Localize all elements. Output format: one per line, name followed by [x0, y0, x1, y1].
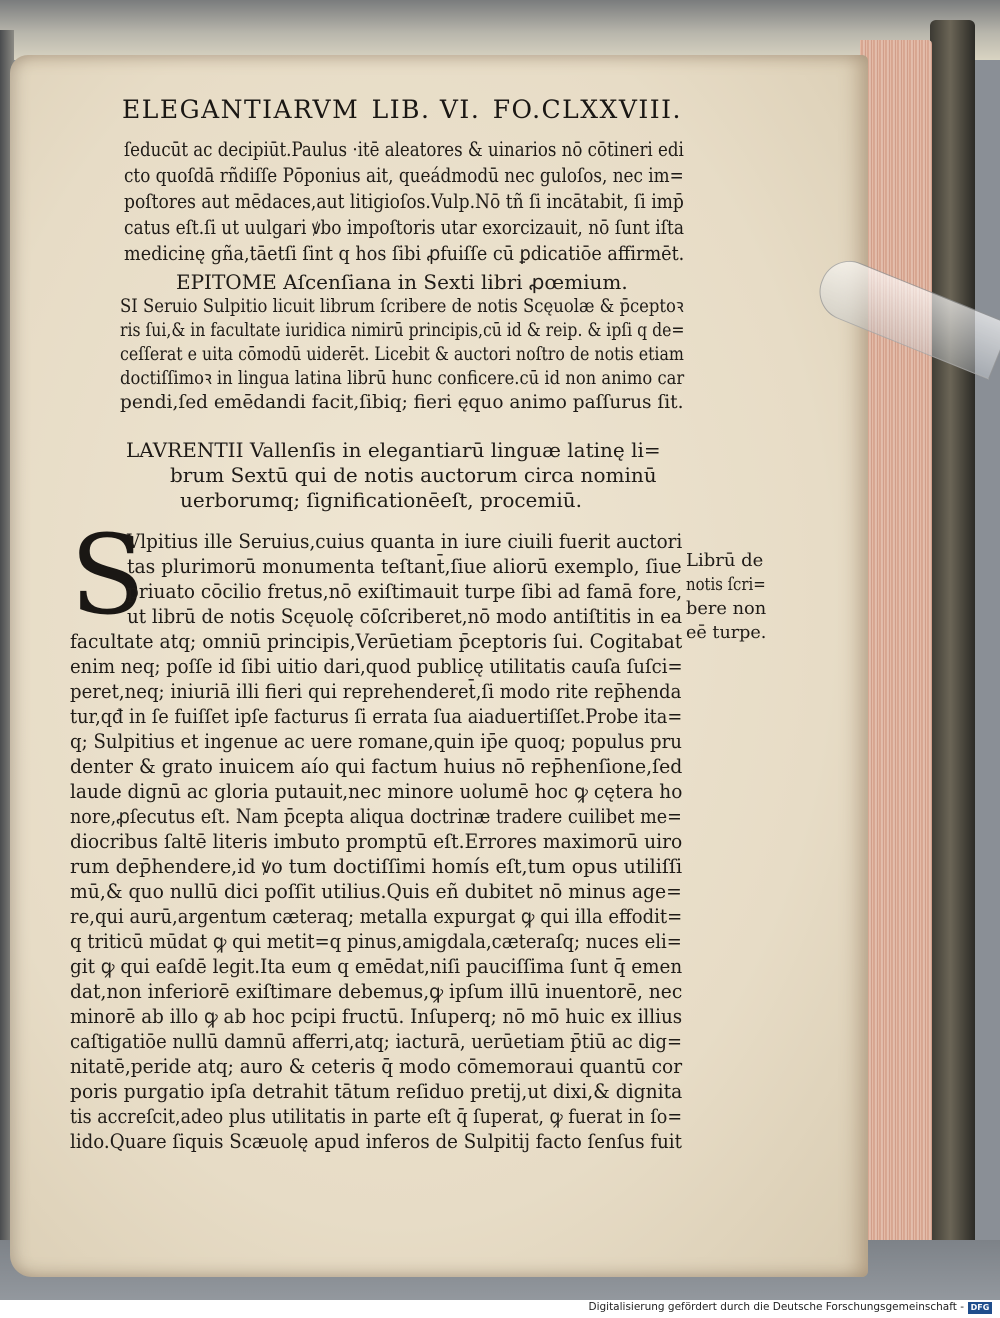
epitome-line: doctiſſimoꝛ in lingua latina librū hunc conficere.cū id non animo car	[120, 368, 685, 389]
text-line: priuato cōcilio fretus,nō exiſtimauit turpe ſibi ad famā fore,	[127, 580, 683, 603]
text-line: q; Sulpitius et ingenue ac uere romane,quin ip̄e quoq; populus pru	[70, 730, 682, 753]
text-line: ſeducūt ac decipiūt.Paulus ·itē aleatores & uinarios nō cōtineri edi	[124, 138, 684, 161]
text-line: lido.Quare ſiquis Scæuolę apud inferos de Sulpitij facto ſenſus fuit	[70, 1130, 682, 1153]
page-edges	[860, 40, 932, 1265]
text-line: catus eſt.ſi ut uulgari ꝟbo impoſtoris utar exorcizauit, nō ſunt iſta	[124, 216, 684, 239]
text-line: git ꝙ qui eaſdē legit.Ita eum q emēdat,niſi pauciſſima ſunt q̄ emen	[70, 955, 683, 978]
text-line: poris purgatio ipſa detrahit tātum reſiduo pretij,ut dixi,& dignita	[70, 1080, 683, 1103]
text-line: medicinę gña,tāetſi ſint q hos ſibi ꝓfuiſſe cū ꝑdicatiōe affirmēt.	[124, 242, 685, 265]
epitome-title: EPITOME Aſcenſiana in Sexti libri ꝓœmium.	[176, 270, 628, 294]
text-line: re,qui aurū,argentum cæteraq; metalla expurgat ꝙ qui illa effodit=	[70, 905, 683, 928]
text-line: enim neq; poſſe id ſibi uitio dari,quod publicę utilitatis cauſa ſuſci=	[70, 655, 683, 678]
marginal-note-line: eē turpe.	[686, 622, 767, 643]
header-folio: FO.CLXXVIII.	[492, 95, 682, 124]
text-line: ut librū de notis Scęuolę cōſcriberet,nō modo antiſtitis in ea	[127, 605, 682, 628]
dfg-logo: DFG	[968, 1302, 992, 1314]
text-line: cto quoſdā rñdiſſe Pōponius ait, queádmodū nec guloſos, nec im=	[124, 164, 684, 187]
footer-credit: Digitalisierung gefördert durch die Deutsche Forschungsgemeinschaft -	[588, 1301, 964, 1313]
epitome-line: ceſſerat e uita cōmodū uiderēt. Licebit & auctori noſtro de notis etiam	[120, 344, 684, 365]
running-header	[122, 95, 682, 124]
text-line: nore,ꝓſecutus eſt. Nam p̄cepta aliqua doctrinæ tradere cuilibet me=	[70, 805, 682, 828]
text-line: laude dignū ac gloria putauit,nec minore uolumē hoc ꝙ cętera ho	[70, 780, 683, 803]
text-line: facultate atq; omniū principis,Verūetiam p̄ceptoris ſui. Cogitabat	[70, 630, 683, 653]
text-line: Vlpitius ille Seruius,cuius quanta in iure ciuili fuerit auctori	[127, 530, 683, 553]
text-line: caſtigatiōe nullū damnū afferri,atq; iacturā, uerūetiam p̄tiū ac dig=	[70, 1030, 682, 1053]
chapter-title-line: LAVRENTII Vallenſis in elegantiarū linguæ latinę li=	[126, 438, 661, 462]
chapter-title-line: uerborumq; ſignificationēeſt, procemiū.	[180, 488, 582, 512]
drop-cap: S	[70, 511, 146, 639]
text-line: dat,non inferiorē exiſtimare debemus,ꝙ ipſum illū inuentorē, nec	[70, 980, 683, 1003]
marginal-note-line: notis ſcri=	[686, 574, 766, 595]
header-book-number: LIB. VI.	[371, 95, 481, 124]
chapter-title-line: brum Sextū qui de notis auctorum circa nominū	[170, 463, 657, 487]
text-line: peret,neq; iniuriā illi fieri qui reprehenderet̄,ſi modo rite rep̄henda	[70, 680, 682, 703]
text-line: rum dep̄hendere,id ꝟo tum doctiſſimi homís eſt,tum opus utiliſſi	[70, 855, 683, 878]
epitome-line: pendi,ſed emēdandi facit,ſibiq; fieri ęquo animo paſſurus ſit.	[120, 392, 684, 413]
text-line: nitatē,peride atq; auro & ceteris q̄ modo cōmemoraui quantū cor	[70, 1055, 683, 1078]
text-line: q triticū mūdat ꝙ qui metit=q pinus,amigdala,cæteraſq; nuces eli=	[70, 930, 682, 953]
text-line: tas plurimorū monumenta teſtant̄,ſiue aliorū exemplo, ſiue	[127, 555, 682, 578]
book-cover-top	[0, 0, 1000, 60]
text-line: minorē ab illo ꝙ ab hoc pcipi fructū. Inſuperq; nō mō huic ex illius	[70, 1005, 683, 1028]
epitome-line: ris ſui,& in facultate iuridica nimirū principis,cū id & reip. & ipſi q de=	[120, 320, 685, 341]
text-line: poſtores aut mēdaces,aut litigioſos.Vulp.Nō tñ ſi incātabit, ſi imp̄	[124, 190, 684, 213]
text-line: tis accreſcit,adeo plus utilitatis in parte eſt q̄ ſuperat, ꝙ fuerat in ſo=	[70, 1105, 683, 1128]
text-line: denter & grato inuicem aío qui factum huius nō rep̄henſione,ſed	[70, 755, 683, 778]
marginal-note-line: Librū de	[686, 550, 764, 571]
text-line: tur,qđ in ſe fuiſſet ipſe facturus ſi errata ſua aiaduertiſſet.Probe ita=	[70, 705, 683, 728]
book-cover-right	[930, 20, 975, 1250]
text-line: diocribus ſaltē literis imbuto promptū eſt.Errores maximorū uiro	[70, 830, 683, 853]
header-title: ELEGANTIARVM	[122, 95, 360, 124]
epitome-line: SI Seruio Sulpitio licuit librum ſcribere de notis Scęuolæ & p̄ceptoꝛ	[120, 296, 684, 317]
text-line: mū,& quo nullū dici poſſit utilius.Quis eñ dubitet nō minus age=	[70, 880, 682, 903]
marginal-note-line: bere non	[686, 598, 767, 619]
